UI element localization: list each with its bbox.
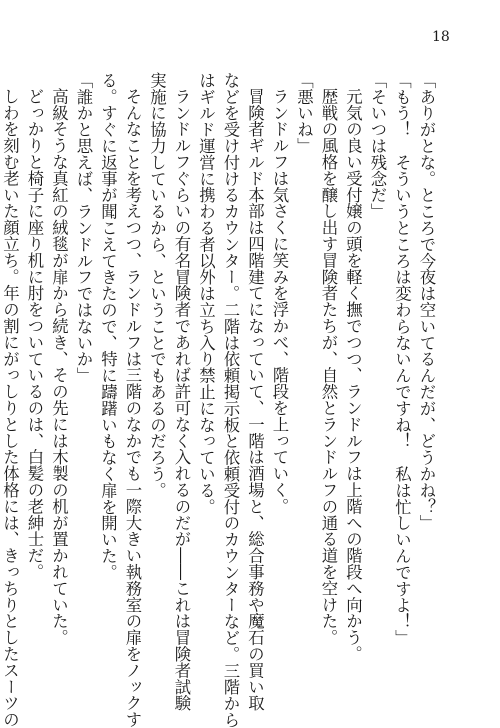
body-text (0, 72, 438, 728)
text-line: 「誰かと思えば、ランドルフではないか」 (74, 72, 93, 384)
text-line: などを受け付けるカウンター。二階は依頼掲示板と依頼受付のカウンターなど。三階から (221, 72, 240, 728)
text-line: ランドルフは気さくに笑みを浮かべ、階段を上っていく。 (270, 88, 289, 515)
text-line: る。すぐに返事が聞こえてきたので、特に躊躇いもなく扉を開いた。 (98, 72, 118, 581)
text-line: はギルド運営に携わる者以外は立ち入り禁止になっている。 (196, 72, 216, 515)
text-line: 元気の良い受付嬢の頭を軽く撫でつつ、ランドルフは上階への階段へ向かう。 (343, 88, 363, 663)
text-line: 「そいつは残念だ」 (368, 72, 387, 220)
text-line: 高級そうな真紅の絨毯が扉から続き、その先には木製の机が置かれていた。 (49, 88, 69, 646)
text-line: 「もう！ そういうところは変わらないんですね！ 私は忙しいんですよ！」 (392, 72, 412, 646)
text-line: 歴戦の風格を醸し出す冒険者たちが、自然とランドルフの通る道を空けた。 (319, 88, 338, 646)
text-line: そんなことを考えつつ、ランドルフは三階のなかでも一際大きい執務室の扉をノックす (123, 88, 142, 728)
text-line: 冒険者ギルド本部は四階建てになっていて、一階は酒場と、総合事務や魔石の買い取 (245, 88, 265, 712)
text-line: 「ありがとな。ところで今夜は空いてるんだが、どうかね？」 (417, 72, 436, 532)
text-line: どっかりと椅子に座り机に肘をついているのは、白髪の老紳士だ。 (25, 88, 44, 581)
text-line: 「悪いね」 (294, 72, 314, 154)
text-line: ランドルフぐらいの有名冒険者であれば許可なく入れるのだが――これは冒険者試験 (172, 88, 191, 712)
text-line: 実施に協力しているから、ということでもあるのだろう。 (147, 72, 167, 499)
text-line: しわを刻む老いた顔立ち。年の割にがっしりとした体格には、きっちりとしたスーツの (0, 88, 20, 728)
page-number: 18 (432, 29, 450, 45)
